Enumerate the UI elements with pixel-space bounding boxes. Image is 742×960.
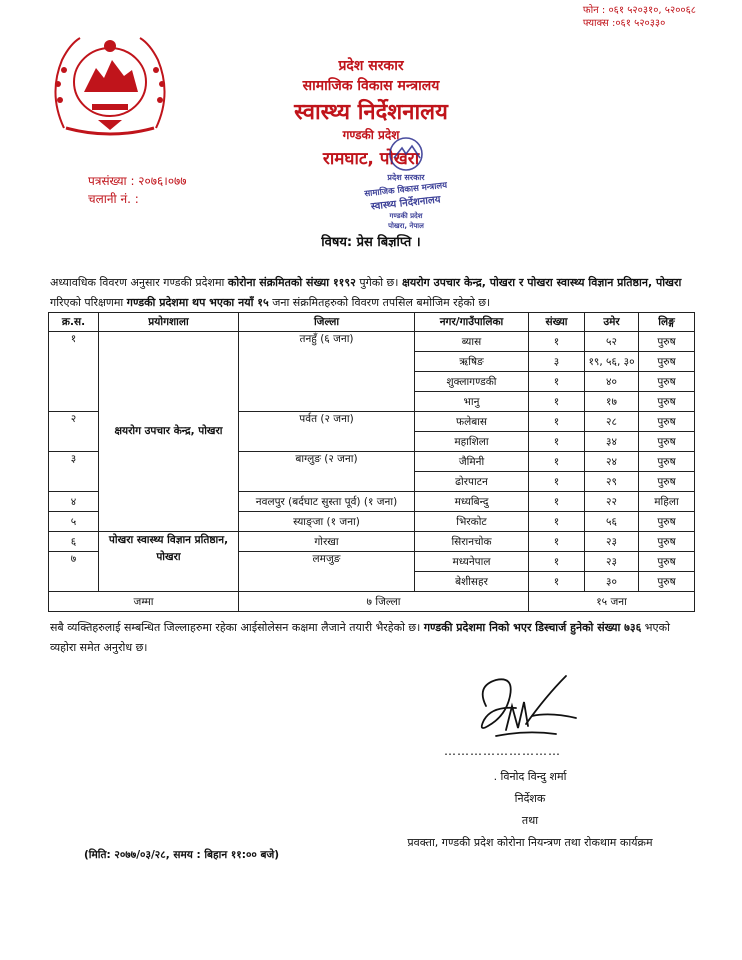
intro-text-1: अध्यावधिक विवरण अनुसार गण्डकी प्रदेशमा <box>50 276 228 289</box>
count-cell: १ <box>529 552 585 572</box>
age-cell: २२ <box>585 492 639 512</box>
gender-cell: पुरुष <box>639 352 695 372</box>
stamp-line-2: सामाजिक विकास मन्त्रालय <box>363 180 448 200</box>
reference-block <box>88 172 187 208</box>
note-text-1: सबै व्यक्तिहरुलाई सम्बन्धित जिल्लाहरुमा रहेका आईसोलेसन कक्षमा लैजाने तयारी भैरहेको छ। <box>50 621 424 634</box>
age-cell: २९ <box>585 472 639 492</box>
serial-cell: २ <box>49 412 99 452</box>
count-cell: १ <box>529 412 585 432</box>
count-cell: १ <box>529 432 585 452</box>
dispatch-number: चलानी नं. : <box>88 192 139 206</box>
table-total-row <box>49 592 695 612</box>
count-cell: १ <box>529 452 585 472</box>
municipality-cell: बेशीसहर <box>415 572 529 592</box>
count-cell: ३ <box>529 352 585 372</box>
age-cell: १७ <box>585 392 639 412</box>
header-province: गण्डकी प्रदेश <box>342 128 400 142</box>
signatory-and: तथा <box>521 814 539 827</box>
table-row <box>49 532 695 552</box>
header-municipality: नगर/गाउँपालिका <box>415 313 529 332</box>
municipality-cell: महाशिला <box>415 432 529 452</box>
stamp-line-1: प्रदेश सरकार <box>387 173 425 182</box>
signatory-name: . विनोद विन्दु शर्मा <box>493 770 567 783</box>
district-cell: लमजुङ <box>239 552 415 592</box>
district-cell: पर्वत (२ जना) <box>239 412 415 452</box>
gender-cell: महिला <box>639 492 695 512</box>
lab-cell: पोखरा स्वास्थ्य विज्ञान प्रतिष्ठान, पोखरा <box>99 532 239 592</box>
serial-cell: ३ <box>49 452 99 492</box>
age-cell: ५२ <box>585 332 639 352</box>
signatory-title: निर्देशक <box>514 792 546 805</box>
total-districts: ७ जिल्ला <box>239 592 529 612</box>
municipality-cell: ब्यास <box>415 332 529 352</box>
subject-line: विषय: प्रेस बिज्ञप्ति । <box>321 235 421 250</box>
gender-cell: पुरुष <box>639 552 695 572</box>
header-ministry: सामाजिक विकास मन्त्रालय <box>302 78 440 94</box>
municipality-cell: मध्यबिन्दु <box>415 492 529 512</box>
header-age: उमेर <box>585 313 639 332</box>
district-cell: तनहुँ (६ जना) <box>239 332 415 412</box>
closing-paragraph <box>50 618 694 658</box>
gender-cell: पुरुष <box>639 532 695 552</box>
table-row <box>49 332 695 352</box>
district-cell: गोरखा <box>239 532 415 552</box>
count-cell: १ <box>529 512 585 532</box>
serial-cell: ४ <box>49 492 99 512</box>
district-cell: नवलपुर (बर्दघाट सुस्ता पूर्व) (१ जना) <box>239 492 415 512</box>
district-cell: स्याङ्जा (१ जना) <box>239 512 415 532</box>
serial-cell: ६ <box>49 532 99 552</box>
office-stamp <box>344 124 468 236</box>
gender-cell: पुरुष <box>639 372 695 392</box>
gender-cell: पुरुष <box>639 332 695 352</box>
stamp-line-3: स्वास्थ्य निर्देशनालय <box>370 194 442 213</box>
age-cell: २४ <box>585 452 639 472</box>
count-cell: १ <box>529 572 585 592</box>
gender-cell: पुरुष <box>639 572 695 592</box>
header-count: संख्या <box>529 313 585 332</box>
header-serial: क्र.स. <box>49 313 99 332</box>
signatory-block <box>380 766 680 854</box>
gender-cell: पुरुष <box>639 452 695 472</box>
gender-cell: पुरुष <box>639 512 695 532</box>
municipality-cell: सिरानचोक <box>415 532 529 552</box>
age-cell: ४० <box>585 372 639 392</box>
phone-number: फोन : ०६१ ५२०३१०, ५२००६८ <box>582 5 696 16</box>
stamp-line-5: पोखरा, नेपाल <box>388 222 424 230</box>
date-time-line: (मिति: २०७७/०३/२८, समय : बिहान ११:०० बजे) <box>84 849 280 861</box>
note-bold-1: गण्डकी प्रदेशमा निको भएर डिस्चार्ज हुनेको संख्या ७३६ <box>423 621 642 634</box>
gender-cell: पुरुष <box>639 432 695 452</box>
header-district: जिल्ला <box>239 313 415 332</box>
intro-text-3: गरिएको परिक्षणमा <box>50 296 127 309</box>
intro-bold-2: क्षयरोग उपचार केन्द्र, पोखरा र पोखरा स्वास्थ्य विज्ञान प्रतिष्ठान, पोखरा <box>401 276 682 289</box>
municipality-cell: मध्यनेपाल <box>415 552 529 572</box>
municipality-cell: जैमिनी <box>415 452 529 472</box>
municipality-cell: फलेबास <box>415 412 529 432</box>
serial-cell: ७ <box>49 552 99 592</box>
letter-number: पत्रसंख्या : २०७६।०७७ <box>88 174 187 188</box>
count-cell: १ <box>529 392 585 412</box>
age-cell: ३४ <box>585 432 639 452</box>
count-cell: १ <box>529 492 585 512</box>
age-cell: ३० <box>585 572 639 592</box>
age-cell: ५६ <box>585 512 639 532</box>
age-cell: १९, ५६, ३० <box>585 352 639 372</box>
count-cell: १ <box>529 472 585 492</box>
intro-text-2: पुगेको छ। <box>355 276 402 289</box>
serial-cell: १ <box>49 332 99 412</box>
intro-bold-1: कोरोना संक्रमितको संख्या ११९२ <box>227 276 356 289</box>
cases-table <box>48 312 695 612</box>
gender-cell: पुरुष <box>639 472 695 492</box>
header-gender: लिङ्ग <box>639 313 695 332</box>
note-text-2: भएको व्यहोरा समेत अनुरोध छ। <box>50 621 670 654</box>
lab-cell: क्षयरोग उपचार केन्द्र, पोखरा <box>99 332 239 532</box>
header-address: रामघाट, पोखरा <box>322 149 420 169</box>
count-cell: १ <box>529 372 585 392</box>
gender-cell: पुरुष <box>639 412 695 432</box>
intro-paragraph <box>50 273 694 313</box>
gender-cell: पुरुष <box>639 392 695 412</box>
signature-line: ……………………… <box>444 744 561 758</box>
serial-cell: ५ <box>49 512 99 532</box>
district-cell: बाग्लुङ (२ जना) <box>239 452 415 492</box>
age-cell: २३ <box>585 532 639 552</box>
table-header-row <box>49 313 695 332</box>
intro-text-4: जना संक्रमितहरुको विवरण तपसिल बमोजिम रहेको छ। <box>268 296 491 309</box>
stamp-line-4: गण्डकी प्रदेश <box>389 212 423 220</box>
header-directorate: स्वास्थ्य निर्देशनालय <box>294 100 448 125</box>
municipality-cell: भिरकोट <box>415 512 529 532</box>
header-lab: प्रयोगशाला <box>99 313 239 332</box>
fax-number: फ्याक्स :०६१ ५२०३३० <box>582 18 666 29</box>
handwritten-signature <box>466 666 586 746</box>
municipality-cell: ऋषिङ <box>415 352 529 372</box>
total-count: १५ जना <box>529 592 695 612</box>
municipality-cell: शुक्लागण्डकी <box>415 372 529 392</box>
count-cell: १ <box>529 332 585 352</box>
municipality-cell: ढोरपाटन <box>415 472 529 492</box>
signatory-role: प्रवक्ता, गण्डकी प्रदेश कोरोना नियन्त्रण तथा रोकथाम कार्यक्रम <box>407 836 653 849</box>
municipality-cell: भानु <box>415 392 529 412</box>
intro-bold-3: गण्डकी प्रदेशमा थप भएका नयाँ १५ <box>126 296 269 309</box>
age-cell: २३ <box>585 552 639 572</box>
count-cell: १ <box>529 532 585 552</box>
age-cell: २८ <box>585 412 639 432</box>
contact-info <box>583 4 696 30</box>
header-government: प्रदेश सरकार <box>338 58 404 74</box>
total-label: जम्मा <box>49 592 239 612</box>
